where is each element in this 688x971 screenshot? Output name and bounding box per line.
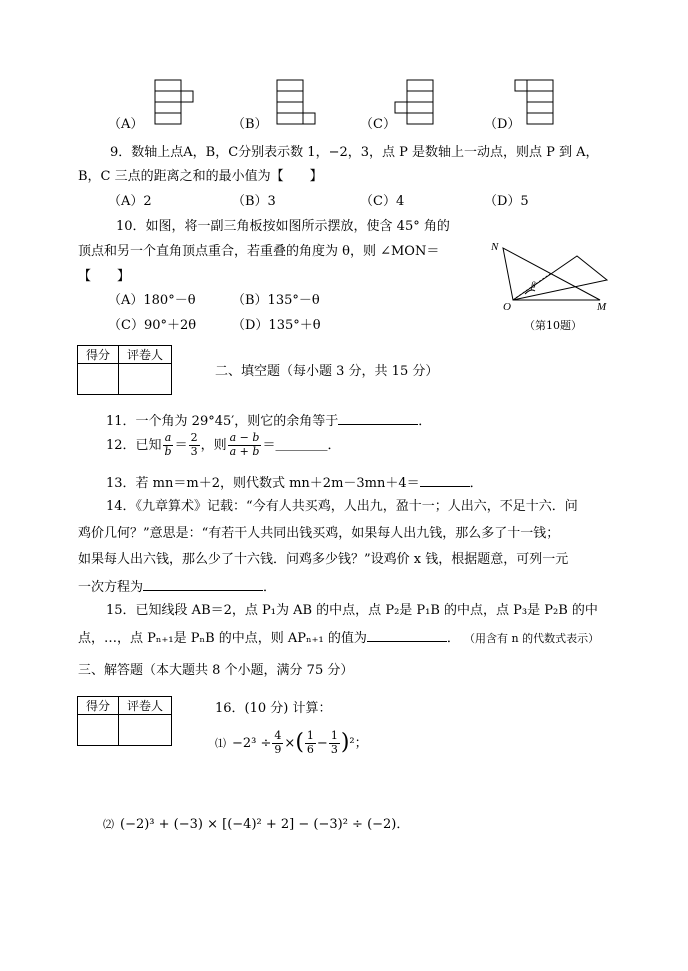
score-label: 得分 (78, 697, 119, 715)
q10-option-d: （D）135°＋θ (232, 318, 321, 333)
label-m: M (597, 301, 607, 313)
q8-label-b: （B） (232, 117, 268, 132)
q10-option-a: （A）180°－θ (108, 293, 196, 308)
q9-option-c: （C）4 (360, 194, 405, 209)
q8-label-a: （A） (108, 117, 144, 132)
q14-blank[interactable] (143, 578, 263, 591)
q10-line1: 10．如图，将一副三角板按如图所示摆放，使含 45° 角的 (116, 219, 450, 234)
q16-header: 16．(10 分) 计算： (215, 701, 332, 716)
q14-line1: 14．《九章算术》记载：“今有人共买鸡，人出九，盈十一；人出六，不足十六．问 (106, 499, 578, 514)
section3-title: 三、解答题（本大题共 8 个小题，满分 75 分） (78, 663, 354, 678)
q9-line1: 9．数轴上点A，B，C分别表示数 1，−2，3，点 P 是数轴上一动点，则点 P 到 A， (110, 145, 599, 160)
score-cell[interactable] (78, 715, 119, 746)
grader-cell[interactable] (119, 364, 172, 395)
q8-figure-b (272, 78, 332, 128)
label-theta: β (531, 280, 536, 290)
q15-note: （用含有 n 的代数式表示） (464, 632, 600, 645)
score-table-2 (77, 696, 172, 746)
q9-option-b: （B）3 (232, 194, 276, 209)
q8-label-c: （C） (360, 117, 396, 132)
score-label: 得分 (78, 346, 119, 364)
q10-figure-caption: （第10题） (524, 319, 582, 332)
q13-text: 13．若 mn＝m＋2，则代数式 mn＋2m－3mn＋4＝ (106, 476, 420, 491)
q9-option-d: （D）5 (484, 194, 529, 209)
label-o: O (503, 301, 511, 313)
q9-option-a: （A）2 (108, 194, 152, 209)
q14-line2: 鸡价几何？”意思是：“有若干人共同出钱买鸡，如果每人出九钱，那么多了十一钱； (78, 526, 560, 541)
q12-frac1: $\frac{a}{b}$ (164, 431, 172, 458)
grader-label: 评卷人 (119, 346, 172, 364)
q11-blank[interactable] (338, 412, 418, 425)
q8-figure-c (390, 78, 450, 128)
section2-title: 二、填空题（每小题 3 分，共 15 分） (215, 364, 439, 379)
q14-line3: 如果每人出六钱，那么少了十六钱．问鸡多少钱？”设鸡价 x 钱，根据题意，可列一元 (78, 552, 569, 567)
q13-blank[interactable] (420, 474, 470, 487)
score-cell[interactable] (78, 364, 119, 395)
q11 (106, 412, 431, 428)
q13: 13．若 mn＝m＋2，则代数式 mn＋2m－3mn＋4＝ ． (106, 476, 483, 491)
q10-line3: 【 】 (78, 269, 131, 284)
q10-option-b: （B）135°－θ (232, 293, 320, 308)
q16-part1: ⑴ −2³ ÷ $\frac{4}{9}$ × ( $\frac{1}{6}$ − $\frac{1}{3}$ ) ²； (215, 729, 368, 756)
q12-end: ＝＿＿＿＿． (262, 437, 341, 453)
q15-line2: 点，…，点 Pₙ₊₁是 PₙB 的中点，则 APₙ₊₁ 的值为 ． （用含有 n 的代数式表示） (78, 631, 600, 646)
q8-label-d: （D） (484, 117, 521, 132)
q14-line4: 一次方程为 ． (78, 580, 277, 595)
q10-option-c: （C）90°＋2θ (108, 318, 197, 333)
q12-frac3: $\frac{a - b}{a + b}$ (229, 431, 260, 458)
q16-part2: ⑵ (−2)³ + (−3) × [(−4)² + 2] − (−3)² ÷ (−2)． (103, 817, 410, 832)
q10-line2: 顶点和另一个直角顶点重合，若重叠的角度为 θ，则 ∠MON＝ (78, 244, 440, 259)
q8-figure-a (150, 78, 210, 128)
q11-text: 11．一个角为 29°45′，则它的余角等于 (106, 414, 339, 429)
q12-prefix: 12．已知 (106, 437, 162, 453)
q9-line2: B，C 三点的距离之和的最小值为【 】 (78, 169, 323, 184)
grader-label: 评卷人 (119, 697, 172, 715)
label-n: N (491, 241, 499, 253)
q15-line1: 15．已知线段 AB＝2，点 P₁为 AB 的中点，点 P₂是 P₁B 的中点，点 P₃是 P₂B 的中 (106, 603, 598, 618)
q12: 12．已知 $\frac{a}{b}$ ＝ $\frac{2}{3}$ ，则 $\frac{a - b}{a + b}$ ＝＿＿＿＿． (106, 431, 341, 458)
q10-figure (485, 236, 615, 316)
score-table-1 (77, 345, 172, 395)
q12-frac2: $\frac{2}{3}$ (190, 431, 198, 458)
q11-end: ． (418, 414, 432, 429)
q15-blank[interactable] (367, 629, 447, 642)
grader-cell[interactable] (119, 715, 172, 746)
